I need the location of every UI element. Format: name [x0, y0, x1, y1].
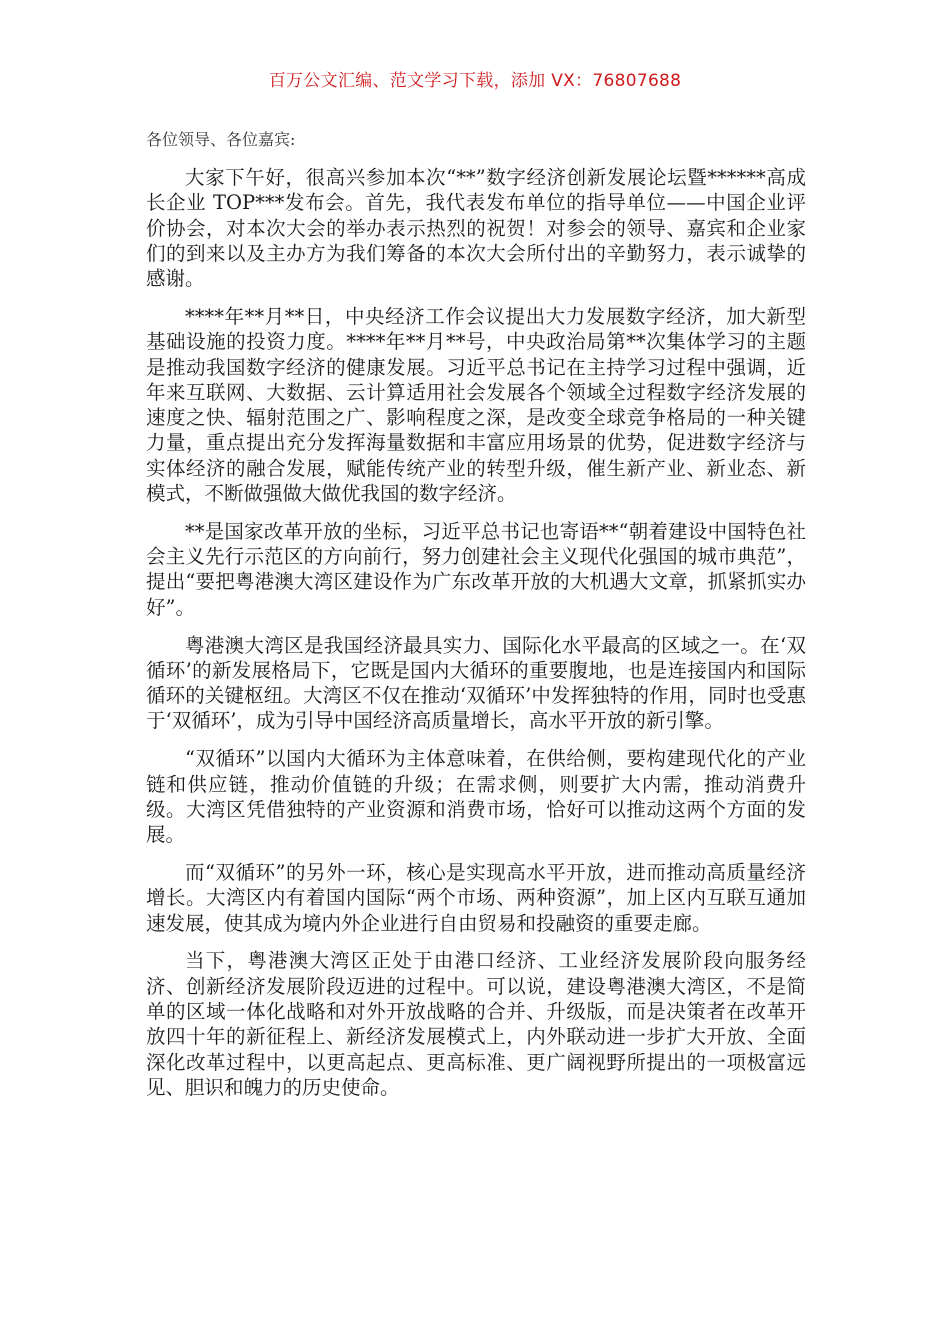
paragraph: “双循环”以国内大循环为主体意味着，在供给侧，要构建现代化的产业链和供应链，推动价值链的升级；在需求侧，则要扩大内需，推动消费升级。大湾区凭借独特的产业资源和消费市场，恰好可以推动这两个方面的发展。: [146, 747, 806, 847]
promo-banner: 百万公文汇编、范文学习下载，添加 VX：76807688: [268, 71, 682, 91]
paragraph: 当下，粤港澳大湾区正处于由港口经济、工业经济发展阶段向服务经济、创新经济发展阶段迈进的过程中。可以说，建设粤港澳大湾区，不是简单的区域一体化战略和对外开放战略的合并、升级版，而是决策者在改革开放四十年的新征程上、新经济发展模式上，内外联动进一步扩大开放、全面深化改革过程中，以更高起点、更高标准、更广阔视野所提出的一项极富远见、胆识和魄力的历史使命。: [146, 949, 806, 1099]
body-text: [146, 165, 806, 1113]
paragraph: 大家下午好，很高兴参加本次“**”数字经济创新发展论坛暨******高成长企业 TOP***发布会。首先，我代表发布单位的指导单位——中国企业评价协会，对本次大会的举办表示热烈的祝贺！对参会的领导、嘉宾和企业家们的到来以及主办方为我们筹备的本次大会所付出的辛勤努力，表示诚挚的感谢。: [146, 166, 806, 291]
paragraph: ****年**月**日，中央经济工作会议提出大力发展数字经济，加大新型基础设施的投资力度。****年**月**号，中央政治局第**次集体学习的主题是推动我国数字经济的健康发展。习近平总书记在主持学习过程中强调，近年来互联网、大数据、云计算适用社会发展各个领域全过程数字经济发展的速度之快、辐射范围之广、影响程度之深，是改变全球竞争格局的一种关键力量，重点提出充分发挥海量数据和丰富应用场景的优势，促进数字经济与实体经济的融合发展，赋能传统产业的转型升级，催生新产业、新业态、新模式，不断做强做大做优我国的数字经济。: [146, 304, 806, 506]
paragraph: **是国家改革开放的坐标，习近平总书记也寄语**“朝着建设中国特色社会主义先行示范区的方向前行，努力创建社会主义现代化强国的城市典范”，提出“要把粤港澳大湾区建设作为广东改革开放的大机遇大文章，抓紧抓实办好”。: [146, 519, 806, 619]
salutation: 各位领导、各位嘉宾:: [146, 130, 296, 149]
paragraph: 粤港澳大湾区是我国经济最具实力、国际化水平最高的区域之一。在‘双循环’的新发展格局下，它既是国内大循环的重要腹地，也是连接国内和国际循环的关键枢纽。大湾区不仅在推动‘双循环’中发挥独特的作用，同时也受惠于‘双循环’，成为引导中国经济高质量增长，高水平开放的新引擎。: [146, 633, 806, 733]
paragraph: 而“双循环”的另外一环，核心是实现高水平开放，进而推动高质量经济增长。大湾区内有着国内国际“两个市场、两种资源”，加上区内互联互通加速发展，使其成为境内外企业进行自由贸易和投融资的重要走廊。: [146, 860, 806, 935]
